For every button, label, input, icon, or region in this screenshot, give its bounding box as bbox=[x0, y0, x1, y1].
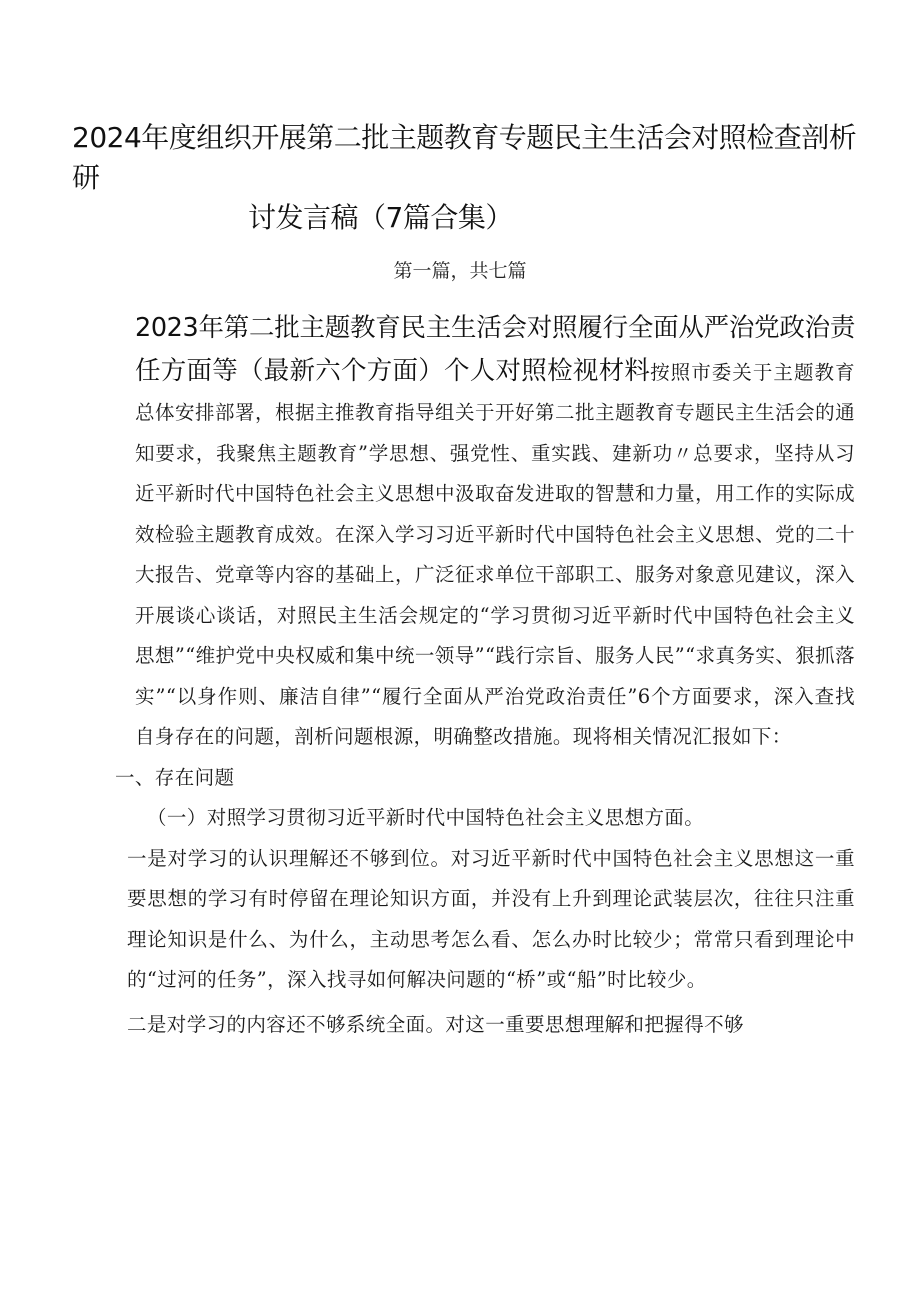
heading-1: 一、存在问题 bbox=[115, 765, 235, 789]
article-subtitle: 2023年第二批主题教育民主生活会对照履行全面从严治党政治责任方面等（最新六个方面）个人对照检视材料 bbox=[135, 313, 855, 386]
document-title-line-2: 讨发言稿（7篇合集） bbox=[248, 201, 513, 234]
document-body bbox=[75, 308, 855, 1045]
intro-paragraph bbox=[75, 308, 855, 758]
document-title-line-1: 2024年度组织开展第二批主题教育专题民主生活会对照检查剖析研 bbox=[72, 121, 857, 194]
paragraph-1: 一是对学习的认识理解还不够到位。对习近平新时代中国特色社会主义思想这一重要思想的学习有时停留在理论知识方面，并没有上升到理论武装层次，往往只注重理论知识是什么、为什么，主动思考怎么看、怎么办时比较少；常常只看到理论中的“过河的任务”，深入找寻如何解决问题的“桥”或“船”时比较少。 bbox=[127, 846, 855, 991]
paragraph-2: 二是对学习的内容还不够系统全面。对这一重要思想理解和把握得不够 bbox=[127, 1012, 744, 1036]
section-label: 第一篇，共七篇 bbox=[393, 260, 527, 282]
heading-1-1: （一）对照学习贯彻习近平新时代中国特色社会主义思想方面。 bbox=[147, 806, 705, 829]
document-title bbox=[72, 118, 862, 238]
intro-text: 按照市委关于主题教育总体安排部署，根据主推教育指导组关于开好第二批主题教育专题民主生活会的通知要求，我聚焦主题教育”学思想、强党性、重实践、建新功〃总要求，坚持从习近平新时代中国特色社会主义思想中汲取奋发进取的智慧和力量，用工作的实际成效检验主题教育成效。在深入学习习近平新时代中国特色社会主义思想、党的二十大报告、党章等内容的基础上，广泛征求单位干部职工、服务对象意见建议，深入开展谈心谈话，对照民主生活会规定的“学习贯彻习近平新时代中国特色社会主义思想”“维护党中央权威和集中统一领导”“践行宗旨、服务人民”“求真务实、狠抓落实”“以身作则、廉洁自律”“履行全面从严治党政治责任”6个方面要求，深入查找自身存在的问题，剖析问题根源，明确整改措施。现将相关情况汇报如下： bbox=[135, 360, 855, 748]
